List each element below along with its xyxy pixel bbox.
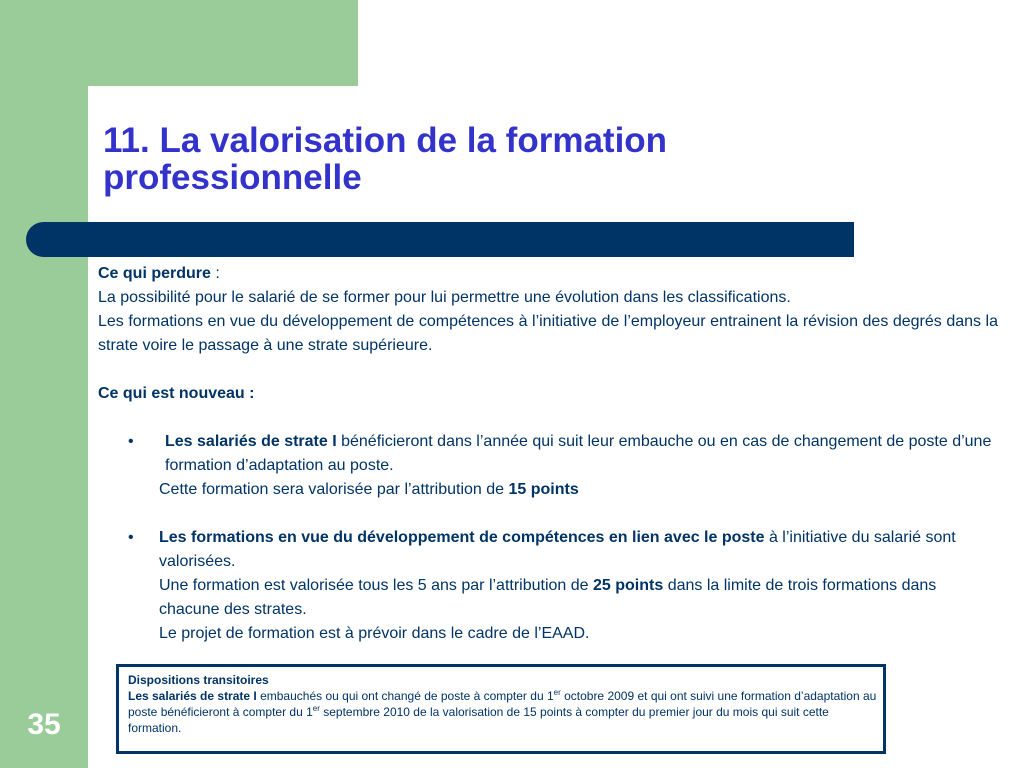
bullet-2-bold: Les formations en vue du développement de compétences en lien avec le poste [159,529,765,546]
points-25: 25 points [593,577,664,594]
title-underline-bar [26,222,854,257]
top-green-band [88,0,358,86]
transitional-provisions-box [116,664,886,754]
bullet-1-bold: Les salariés de strate I [165,433,337,450]
box-title: Dispositions transitoires [128,673,269,687]
slide-title: 11. La valorisation de la formation professionnelle [103,121,668,197]
page-number: 35 [27,708,61,741]
bullet-item-1: • Les salariés de strate I bénéficieront dans l’année qui suit leur embauche ou en cas de changement de poste d’une formation d’adaptation au poste. Cette formation sera valorisée par l’attribution de 15 points [98,430,998,502]
left-green-band [0,0,88,768]
section-heading-nouveau: Ce qui est nouveau : [98,385,255,402]
slide-body [98,262,998,646]
perdure-line-2: Les formations en vue du développement de compétences à l’initiative de l’employeur entrainent la révision des degrés dans la strate voire le passage à une strate supérieure. [98,313,998,354]
bullet-dot: • [128,433,134,450]
box-text: Les salariés de strate I embauchés ou qui ont changé de poste à compter du 1er octobre 2009 et qui ont suivi une formation d’adaptation au poste bénéficieront à compter du 1er septembre 2010 de la valorisation de 15 points à compter du premier jour du mois qui suit cette formation. [128,688,877,735]
perdure-line-1: La possibilité pour le salarié de se former pour lui permettre une évolution dans les classifications. [98,289,791,306]
bullet-item-2: • Les formations en vue du développement de compétences en lien avec le poste à l’initiative du salarié sont valorisées. Une formation est valorisée tous les 5 ans par l’attribution de 25 points dans la limite de trois formations dans chacune des strates. Le projet de formation est à prévoir dans le cadre de l’EAAD. [98,526,998,646]
section-heading-perdure: Ce qui perdure : [98,265,220,282]
points-15: 15 points [508,481,579,498]
bullet-dot: • [128,529,134,546]
